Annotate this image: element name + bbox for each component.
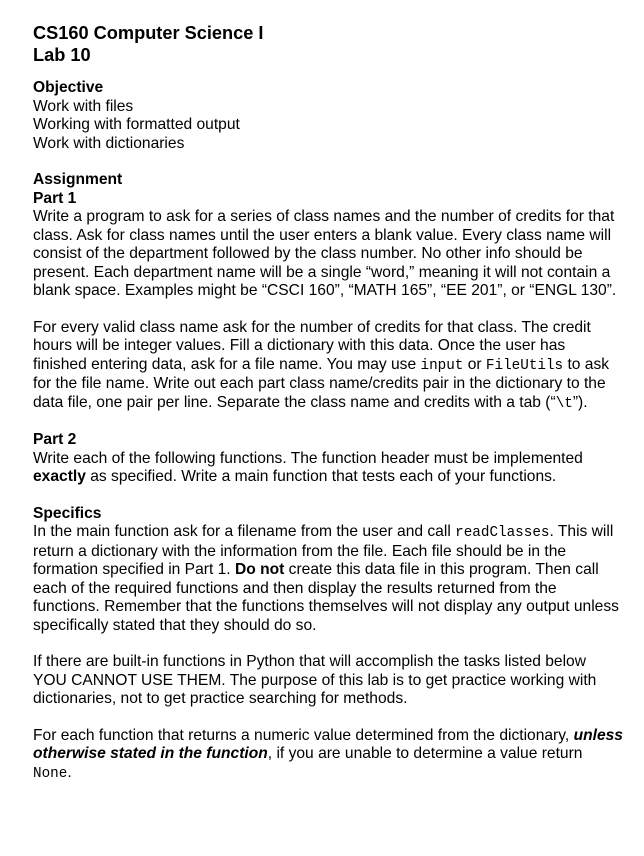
code-input: input: [420, 357, 464, 374]
specifics-paragraph-1: [33, 523, 623, 635]
emphasis-exactly: exactly: [33, 468, 86, 485]
code-tab: \t: [555, 395, 573, 412]
part1-paragraph: Write a program to ask for a series of class names and the number of credits for that class. Ask for class names until the user enters a blank value. Every class name will consist of the department followed by the class number. No other info should be present. Each department name will be a single “word,” meaning it will not contain a blank space. Examples might be “CSCI 160”, “MATH 165”, “EE 201”, or “ENGL 130”.: [33, 208, 617, 299]
document-content: [33, 22, 623, 783]
text-run: to ask for the file name. Write out each part class name/credits pair in the dictionary to the data file, one pair per line. Separate the class name and credits with a tab (“: [33, 355, 610, 411]
objective-heading: Objective: [33, 79, 104, 96]
text-run: Write each of the following functions. The function header must be implemented: [33, 449, 583, 467]
text-run: . This will return a dictionary with the information from the file. Each file should be in the formation specified in Part 1.: [33, 523, 614, 578]
text-run: , if you are unable to determine a value return: [267, 745, 583, 762]
code-none: None: [33, 765, 68, 782]
specifics-paragraph-2: If there are built-in functions in Python that will accomplish the tasks listed below YOU CANNOT USE THEM. The purpose of this lab is to get practice working with dictionaries, not to get practice searching for methods.: [33, 653, 597, 707]
text-run: .: [67, 763, 72, 781]
specifics-section: [33, 505, 623, 784]
text-run: create this data file in this program. Then call each of the required functions and then display the results returned from the functions. Remember that the functions themselves will not display any output unless specifically stated that they should do so.: [33, 561, 619, 634]
part1-heading: Part 1: [33, 189, 77, 207]
emphasis-unless-otherwise: unless otherwise stated in the function: [33, 726, 623, 762]
text-run: or: [463, 355, 486, 373]
assignment-heading: Assignment: [33, 171, 123, 188]
code-readclasses: readClasses: [455, 525, 550, 541]
emphasis-do-not: Do not: [234, 561, 285, 578]
objective-item: Work with dictionaries: [33, 134, 185, 152]
text-run: In the main function ask for a filename from the user and call: [33, 523, 456, 540]
specifics-paragraph-3: [33, 727, 623, 784]
course-title: CS160 Computer Science I: [33, 23, 264, 43]
part1-credits-paragraph: [33, 319, 623, 414]
text-run: For every valid class name ask for the number of credits for that class. The credit hours will be integer values. Fill a dictionary with this data. Once the user has finished entering data, ask for a file name. You may use: [33, 318, 591, 373]
objective-item: Work with files: [33, 97, 134, 115]
code-fileutils: FileUtils: [485, 357, 564, 374]
part2-paragraph: [33, 450, 623, 487]
objective-item: Working with formatted output: [33, 116, 240, 133]
assignment-section: [33, 171, 623, 487]
objective-section: [33, 79, 623, 153]
part2-heading: Part 2: [33, 431, 77, 448]
specifics-heading: Specifics: [33, 504, 102, 522]
text-run: ”).: [572, 393, 588, 411]
text-run: as specified. Write a main function that tests each of your functions.: [85, 468, 557, 485]
lab-title: Lab 10: [33, 45, 91, 65]
text-run: For each function that returns a numeric value determined from the dictionary,: [33, 726, 574, 744]
